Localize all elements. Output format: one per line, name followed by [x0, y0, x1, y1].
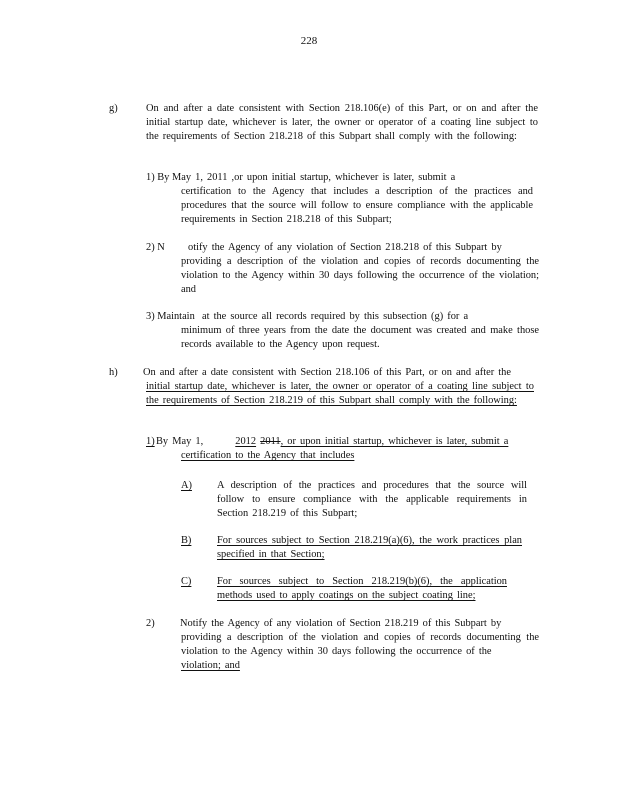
- section-g-text: On and after a date consistent with Section 218.106(e) of this Part, or on and after the initial startup date, whichever is later, the owner or operator of a coating line subject to the requirements of Section 218.218 of this Subpart shall comply with the following:: [146, 103, 538, 142]
- h-item-2-lead: Notify the Agency of any violation of Section 218.219 of this Subpart by: [180, 618, 502, 629]
- h-item-2-text: providing a description of the violation and copies of records documenting the violation to the Agency within 30 days following the occurrence of the: [181, 632, 539, 657]
- h-item-1-lead-text: , or upon initial startup, whichever is later, submit a: [280, 436, 509, 447]
- h-item-1-label: [146, 435, 155, 449]
- h-item-2-label: 2): [146, 618, 155, 629]
- h-item-1-new-year: 2012: [235, 436, 257, 447]
- g-item-2-text: providing a description of the violation and copies of records documenting the violation to the Agency within 30 days following the occurrence of the violation; and: [181, 256, 539, 295]
- h-subitem-a-label: [181, 479, 192, 493]
- g-item-3-text: minimum of three years from the date the document was created and make those records available to the Agency upon request.: [181, 325, 539, 350]
- h-item-2-last: violation; and: [181, 660, 240, 671]
- h-item-1-lead: [156, 435, 536, 449]
- page-number: 228: [300, 35, 318, 47]
- h-subitem-b-label: [181, 534, 191, 548]
- h-item-1-by: By May 1,: [156, 436, 204, 447]
- g-item-2-label: 2) N: [146, 242, 165, 253]
- h-subitem-c-label-text: C): [181, 576, 192, 587]
- g-item-2-lead: otify the Agency of any violation of Section 218.218 of this Subpart by: [188, 242, 502, 253]
- section-h-label: h): [109, 367, 118, 378]
- h-subitem-a-text: A description of the practices and procedures that the source will follow to ensure compliance with the applicable requirements in Section 218.219 of this Subpart;: [217, 480, 527, 519]
- g-item-3-lead: at the source all records required by this subsection (g) for a: [202, 311, 469, 322]
- g-item-1-label: 1) By: [146, 172, 170, 183]
- h-subitem-b-text: For sources subject to Section 218.219(a)(6), the work practices plan specified in that Section;: [217, 535, 522, 560]
- h-item-1-old-year: 2011: [260, 436, 281, 447]
- h-item-1-number: 1): [146, 436, 155, 447]
- section-h-first-line: On and after a date consistent with Section 218.106 of this Part, or on and after the: [143, 367, 511, 378]
- h-item-1-text: certification to the Agency that includes: [181, 450, 355, 461]
- g-item-1-lead: May 1, 2011 ,or upon initial startup, whichever is later, submit a: [172, 172, 456, 183]
- g-item-3-label: 3) Maintain: [146, 311, 195, 322]
- h-subitem-a-label-text: A): [181, 480, 192, 491]
- h-subitem-b-label-text: B): [181, 535, 192, 546]
- section-g-label: g): [109, 103, 118, 114]
- section-h-underlined-text: initial startup date, whichever is later, the owner or operator of a coating line subject to the requirements of Section 218.219 of this Subpart shall comply with the following:: [146, 381, 534, 406]
- h-subitem-c-label: [181, 575, 191, 589]
- h-subitem-c-text: For sources subject to Section 218.219(b)(6), the application methods used to apply coatings on the subject coating line;: [217, 576, 507, 601]
- g-item-1-text: certification to the Agency that includes a description of the practices and procedures that the source will follow to ensure compliance with the applicable requirements in Section 218.218 of this Subpart;: [181, 186, 533, 225]
